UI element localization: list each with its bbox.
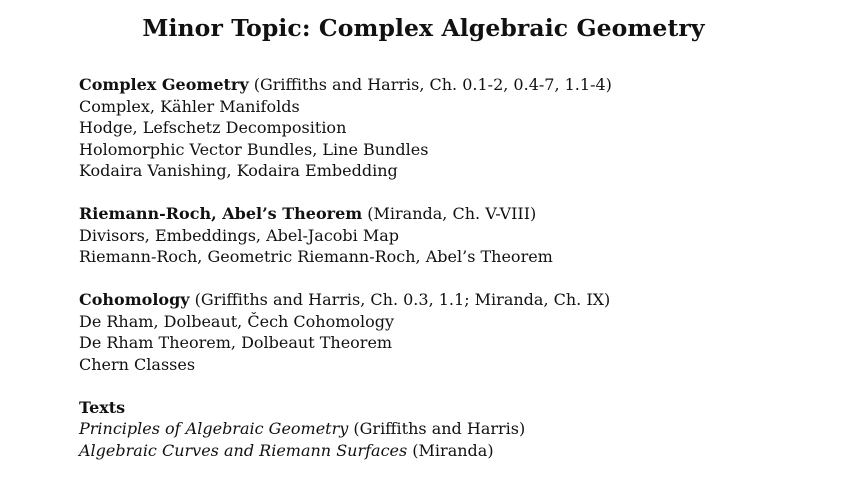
- book-author: (Griffiths and Harris): [353, 419, 526, 438]
- book-author: (Miranda): [412, 440, 494, 460]
- section-reference: (Griffiths and Harris, Ch. 0.3, 1.1; Miranda, Ch. IX): [194, 290, 611, 309]
- section-header: [79, 289, 819, 311]
- topic-item: Kodaira Vanishing, Kodaira Embedding: [79, 161, 398, 180]
- section-heading: Complex Geometry: [79, 75, 249, 94]
- section-heading: Texts: [79, 397, 126, 417]
- section-complex-geometry: [79, 74, 819, 182]
- topic-item: Holomorphic Vector Bundles, Line Bundles: [79, 139, 429, 159]
- topic-item: Riemann-Roch, Geometric Riemann-Roch, Abel’s Theorem: [79, 247, 553, 266]
- section-header: [79, 74, 819, 96]
- topic-item: Complex, Kähler Manifolds: [79, 96, 300, 116]
- book-title: Principles of Algebraic Geometry: [79, 419, 349, 438]
- topic-item: De Rham, Dolbeaut, Čech Cohomology: [79, 311, 395, 331]
- topic-item: Chern Classes: [79, 354, 196, 374]
- section-cohomology: [79, 289, 819, 375]
- topic-outline: [79, 74, 819, 483]
- section-riemann-roch: [79, 203, 819, 268]
- topic-item: De Rham Theorem, Dolbeaut Theorem: [79, 333, 393, 352]
- section-reference: (Griffiths and Harris, Ch. 0.1-2, 0.4-7, 1.1-4): [253, 75, 612, 94]
- section-heading: Riemann-Roch, Abel’s Theorem: [79, 204, 363, 223]
- book-title: Algebraic Curves and Riemann Surfaces: [79, 440, 408, 460]
- section-texts: [79, 397, 819, 462]
- section-header: [79, 203, 819, 225]
- text-entry: [79, 418, 819, 440]
- topic-item: Hodge, Lefschetz Decomposition: [79, 118, 347, 137]
- text-entry: [79, 440, 819, 462]
- section-reference: (Miranda, Ch. V-VIII): [367, 204, 537, 223]
- topic-item: Divisors, Embeddings, Abel-Jacobi Map: [79, 225, 400, 245]
- section-heading: Cohomology: [79, 290, 190, 309]
- page-title: Minor Topic: Complex Algebraic Geometry: [142, 14, 705, 42]
